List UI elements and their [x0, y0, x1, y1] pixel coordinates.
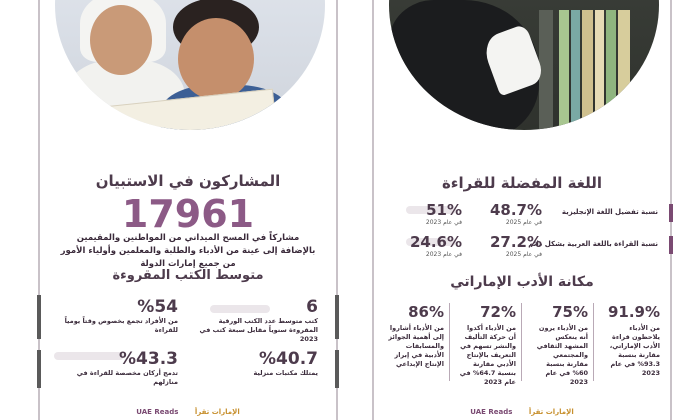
- stat-home-libraries: [198, 349, 318, 378]
- book-spine: [559, 10, 569, 130]
- book-spine: [606, 10, 616, 130]
- stat-text: من الأدباء أشاروا إلى أهمية الجوائز والمسابقات الأدبية في إبراز الإنتاج الإبداعي: [388, 324, 444, 368]
- column-divider: [593, 303, 594, 381]
- accent-bar: [669, 236, 673, 254]
- stat-value: %40.7: [259, 349, 318, 369]
- avg-books-title: متوسط الكتب المقروءة: [112, 268, 264, 283]
- stat-value: 6: [306, 297, 318, 317]
- stat-value: 75%: [552, 303, 588, 321]
- arabic-2025: [490, 233, 542, 258]
- footer-en-label: UAE Reads: [136, 408, 179, 416]
- year-2025: في عام 2025: [505, 219, 542, 226]
- year-2023: في عام 2023: [425, 219, 462, 226]
- stat-value: 86%: [408, 303, 444, 321]
- stat-books-per-year: [198, 297, 318, 344]
- child-face: [90, 5, 152, 75]
- child-face: [178, 18, 254, 100]
- right-infographic-panel: [372, 0, 672, 420]
- stat-text: تدمج أركان مخصصة للقراءة في منازلهم: [76, 369, 178, 386]
- book-spine: [595, 10, 604, 130]
- value-2025: 48.7%: [489, 201, 542, 219]
- value-2023: 51%: [426, 201, 462, 219]
- library-shelf-photo: [389, 0, 659, 130]
- accent-bar: [335, 350, 339, 388]
- arabic-reading-label: نسبة القراءة باللغة العربية بشكل دائم: [528, 240, 658, 248]
- english-2025: [490, 201, 542, 226]
- book-spine: [618, 10, 630, 130]
- participants-description: مشاركاً في المسح الميداني من المواطنين والمقيمين بالإضافة إلى عينة من الأدباء والطلبة والمعلمين وأولياء الأمور من جميع إمارات الدولة: [60, 233, 316, 269]
- emirati-literature-title: مكانة الأدب الإماراتي: [450, 274, 594, 290]
- year-2023: في عام 2023: [425, 251, 462, 258]
- english-2023: [426, 201, 462, 226]
- stat-daily-reading: [58, 297, 178, 335]
- footer-branding: [374, 408, 670, 416]
- stat-reading-corners: [58, 349, 178, 387]
- footer-en-label: UAE Reads: [470, 408, 513, 416]
- stat-value: %43.3: [119, 349, 178, 369]
- emirati-stat-column: [458, 303, 516, 387]
- emirati-stat-column: [530, 303, 588, 387]
- stat-text: من الأدباء يلاحظون قراءة الأدب الإماراتي، مقارنة بنسبة 93.3% في عام 2023: [609, 324, 660, 377]
- stat-value: 72%: [480, 303, 516, 321]
- stat-value: 91.9%: [607, 303, 660, 321]
- participants-count: 17961: [121, 192, 255, 236]
- column-divider: [449, 303, 450, 381]
- stat-value: %54: [137, 297, 178, 317]
- stat-text: من الأدباء أكدوا أن حركة التأليف والنشر تسهم في التعريف بالإنتاج الأدبي مقارنة بنسبة 64.7% في عام 2023: [459, 324, 516, 386]
- accent-bar: [335, 295, 339, 339]
- footer-ar-label: الإمارات تقرأ: [528, 408, 574, 416]
- emirati-stat-column: [386, 303, 444, 369]
- emirati-stat-column: [602, 303, 660, 378]
- participants-title: المشاركون في الاستبيان: [95, 172, 281, 190]
- arabic-2023: [410, 233, 462, 258]
- stat-text: من الأفراد تجمع بخصوص وقتاً يومياً للقراءة: [64, 317, 178, 334]
- footer-ar-label: الإمارات تقرأ: [194, 408, 240, 416]
- english-preference-label: نسبة تفضيل اللغة الإنجليزية: [561, 208, 658, 216]
- footer-branding: [40, 408, 336, 416]
- year-2025: في عام 2025: [505, 251, 542, 258]
- value-2025: 27.2%: [489, 233, 542, 251]
- stat-text: كتب متوسط عدد الكتب الورقية المقروءة سنوياً مقابل سبعة كتب في 2023: [199, 317, 318, 343]
- stat-text: يمتلك مكتبات منزلية: [253, 369, 318, 377]
- accent-bar: [669, 204, 673, 222]
- left-infographic-panel: [38, 0, 338, 420]
- column-divider: [521, 303, 522, 381]
- book-spine: [582, 10, 593, 130]
- accent-bar: [37, 295, 41, 339]
- accent-bar: [37, 350, 41, 388]
- stat-text: من الأدباء يرون أنه ينعكس المشهد الثقافي والمجتمعي مقارنة بنسبة 60% في عام 2023: [536, 324, 588, 386]
- book-spine: [571, 10, 580, 130]
- language-title: اللغة المفضلة للقراءة: [441, 174, 603, 192]
- value-2023: 24.6%: [409, 233, 462, 251]
- children-reading-photo: [55, 0, 325, 130]
